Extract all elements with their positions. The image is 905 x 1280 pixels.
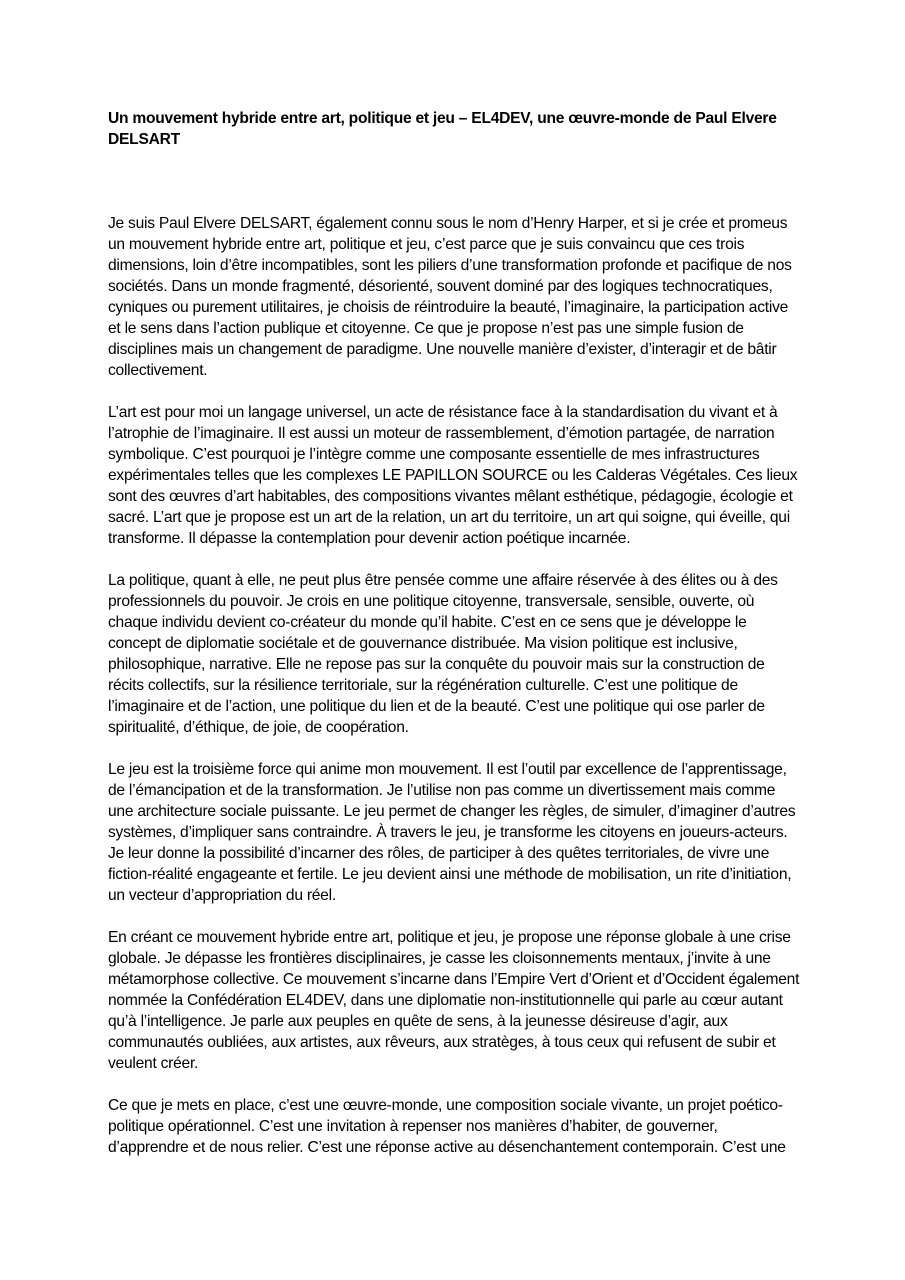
- text-line: spiritualité, d’éthique, de joie, de coopération.: [108, 719, 409, 736]
- text-line: communautés oubliées, aux artistes, aux rêveurs, aux stratèges, à tous ceux qui refusent de subir et: [108, 1034, 776, 1051]
- text-line: d’apprendre et de nous relier. C’est une réponse active au désenchantement contemporain. C’est une: [108, 1139, 786, 1156]
- text-line: l’atrophie de l’imaginaire. Il est aussi un moteur de rassemblement, d’émotion partagée, de narration: [108, 425, 775, 442]
- paragraph-jeu: [108, 759, 820, 906]
- text-line: dimensions, loin d’être incompatibles, sont les piliers d’une transformation profonde et pacifique de nos: [108, 257, 792, 274]
- text-line: disciplines mais un changement de paradigme. Une nouvelle manière d’exister, d’interagir et de bâtir: [108, 341, 777, 358]
- text-line: chaque individu devient co-créateur du monde qu’il habite. C’est en ce sens que je développe le: [108, 614, 747, 631]
- text-line: un mouvement hybride entre art, politique et jeu, c’est parce que je suis convaincu que ces trois: [108, 236, 745, 253]
- text-line: transforme. Il dépasse la contemplation pour devenir action poétique incarnée.: [108, 530, 631, 547]
- text-line: Le jeu est la troisième force qui anime mon mouvement. Il est l’outil par excellence de l’apprentissage,: [108, 761, 787, 778]
- text-line: veulent créer.: [108, 1055, 199, 1072]
- text-line: fiction-réalité engageante et fertile. Le jeu devient ainsi une méthode de mobilisation, un rite d’initiation,: [108, 866, 792, 883]
- text-line: cyniques ou purement utilitaires, je choisis de réintroduire la beauté, l’imaginaire, la participation active: [108, 299, 789, 316]
- title-line: Un mouvement hybride entre art, politique et jeu – EL4DEV, une œuvre-monde de Paul Elvere: [108, 110, 777, 127]
- document-body: [108, 213, 820, 1179]
- paragraph-oeuvre-monde: [108, 1095, 820, 1158]
- text-line: politique opérationnel. C’est une invitation à repenser nos manières d’habiter, de gouverner,: [108, 1118, 718, 1135]
- text-line: L’art est pour moi un langage universel, un acte de résistance face à la standardisation du vivant et à: [108, 404, 778, 421]
- text-line: expérimentales telles que les complexes LE PAPILLON SOURCE ou les Calderas Végétales. Ces lieux: [108, 467, 798, 484]
- text-line: récits collectifs, sur la résilience territoriale, sur la régénération culturelle. C’est une politique de: [108, 677, 738, 694]
- text-line: En créant ce mouvement hybride entre art, politique et jeu, je propose une réponse globale à une crise: [108, 929, 791, 946]
- title-line: DELSART: [108, 131, 180, 148]
- text-line: et le sens dans l’action publique et citoyenne. Ce que je propose n’est pas une simple fusion de: [108, 320, 744, 337]
- text-line: sacré. L’art que je propose est un art de la relation, un art du territoire, un art qui soigne, qui éveille, qui: [108, 509, 790, 526]
- paragraph-mouvement: [108, 927, 820, 1074]
- text-line: collectivement.: [108, 362, 208, 379]
- paragraph-art: [108, 402, 820, 549]
- text-line: concept de diplomatie sociétale et de gouvernance distribuée. Ma vision politique est inclusive,: [108, 635, 738, 652]
- text-line: une architecture sociale puissante. Le jeu permet de changer les règles, de simuler, d’imaginer d’autres: [108, 803, 796, 820]
- text-line: nommée la Confédération EL4DEV, dans une diplomatie non-institutionnelle qui parle au cœur autant: [108, 992, 783, 1009]
- text-line: Je leur donne la possibilité d’incarner des rôles, de participer à des quêtes territoriales, de vivre une: [108, 845, 770, 862]
- text-line: métamorphose collective. Ce mouvement s’incarne dans l’Empire Vert d’Orient et d’Occident également: [108, 971, 800, 988]
- text-line: systèmes, d’impliquer sans contraindre. À travers le jeu, je transforme les citoyens en joueurs-acteurs.: [108, 824, 788, 841]
- paragraph-politique: [108, 570, 820, 738]
- paragraph-intro: [108, 213, 820, 381]
- text-line: professionnels du pouvoir. Je crois en une politique citoyenne, transversale, sensible, ouverte, où: [108, 593, 755, 610]
- text-line: Ce que je mets en place, c’est une œuvre-monde, une composition sociale vivante, un projet poético-: [108, 1097, 783, 1114]
- text-line: symbolique. C’est pourquoi je l’intègre comme une composante essentielle de mes infrastructures: [108, 446, 760, 463]
- text-line: Je suis Paul Elvere DELSART, également connu sous le nom d’Henry Harper, et si je crée et promeus: [108, 215, 788, 232]
- text-line: qu’à l’intelligence. Je parle aux peuples en quête de sens, à la jeunesse désireuse d’agir, aux: [108, 1013, 728, 1030]
- text-line: l’imaginaire et de l’action, une politique du lien et de la beauté. C’est une politique qui ose parler de: [108, 698, 765, 715]
- text-line: globale. Je dépasse les frontières disciplinaires, je casse les cloisonnements mentaux, j’invite à une: [108, 950, 771, 967]
- text-line: philosophique, narrative. Elle ne repose pas sur la conquête du pouvoir mais sur la construction de: [108, 656, 765, 673]
- document-title: [108, 108, 808, 150]
- text-line: un vecteur d’appropriation du réel.: [108, 887, 336, 904]
- text-line: sociétés. Dans un monde fragmenté, désorienté, souvent dominé par des logiques technocratiques,: [108, 278, 773, 295]
- text-line: sont des œuvres d’art habitables, des compositions vivantes mêlant esthétique, pédagogie, écologie et: [108, 488, 793, 505]
- text-line: de l’émancipation et de la transformation. Je l’utilise non pas comme un divertissement mais comme: [108, 782, 776, 799]
- text-line: La politique, quant à elle, ne peut plus être pensée comme une affaire réservée à des élites ou à des: [108, 572, 778, 589]
